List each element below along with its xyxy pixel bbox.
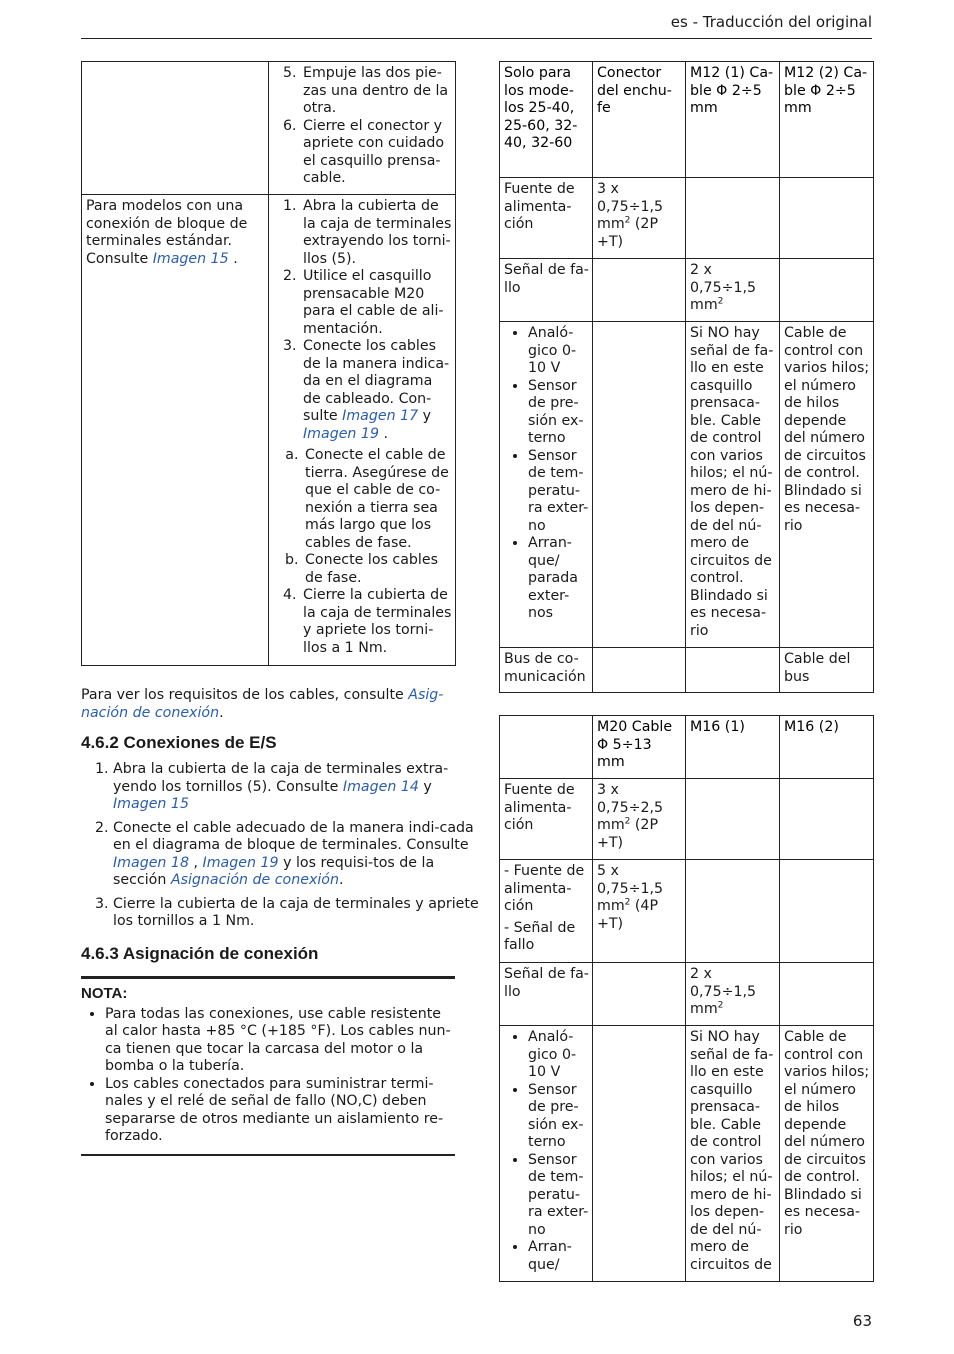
step-text: . — [338, 872, 344, 888]
table-cell — [593, 1026, 686, 1282]
list-item: • Arran-que/ parada exter-nos — [528, 535, 589, 623]
table-cell — [686, 648, 780, 693]
list-item: • Arran-que/ — [528, 1239, 589, 1274]
table-cell — [780, 963, 874, 1026]
list-item: 5. Empuje las dos pie-zas una dentro de la otra. — [301, 65, 452, 118]
table-row — [82, 195, 456, 666]
note-title: NOTA: — [81, 985, 128, 1002]
table-row — [500, 322, 874, 648]
row-label: - Señal de fallo — [504, 919, 576, 953]
list-item: • Sensor de pre-sión ex-terno — [528, 378, 589, 448]
table-cell: Cable de control con varios hilos; el número de hilos depende del número de circuitos de control. Blindado si es necesa-rio — [780, 1026, 874, 1282]
list-item: • Para todas las conexiones, use cable resistente al calor hasta +85 °C (+185 °F). Los cables nun-ca tienen que tocar la carcasa del motor o la bomba o la tubería. — [105, 1006, 455, 1076]
table-cell — [686, 178, 780, 259]
step-text: y — [423, 778, 432, 795]
table-cell — [780, 779, 874, 860]
table-header-row — [500, 716, 874, 779]
list-item — [113, 761, 485, 814]
list-item — [113, 820, 485, 890]
list-item: b. Conecte los cables de fase. — [303, 552, 452, 587]
list-item: • Sensor de tem-peratu-ra exter-no — [528, 1152, 589, 1240]
io-steps-list — [81, 761, 485, 937]
cable-requirements-paragraph — [81, 687, 455, 722]
table-cell: Si NO hay señal de fa-llo en este casquillo prensaca-ble. Cable de control con varios hilos; el nú-mero de hi-los depen-de del nú-mero de circuitos de — [686, 1026, 780, 1282]
step-text: Conecte el cable adecuado de la manera indi-cada en el diagrama de bloque de terminales. Consulte — [113, 819, 474, 853]
list-item: 1. Abra la cubierta de la caja de terminales extrayendo los torni-llos (5). — [301, 198, 452, 268]
table-cell — [780, 178, 874, 259]
table-cell — [593, 860, 686, 963]
table-cell — [686, 963, 780, 1026]
table-cell — [82, 62, 269, 195]
superscript: 2 — [717, 1000, 724, 1011]
table-cell — [500, 322, 593, 648]
cell-text: 3 x 0,75÷2,5 mm — [597, 782, 664, 833]
table-cell: Cable de control con varios hilos; el número de hilos depende del número de circuitos de control. Blindado si es necesa-rio — [780, 322, 874, 648]
list-item: 6. Cierre el conector y apriete con cuidado el casquillo prensa-cable. — [301, 118, 452, 188]
row-label: Señal de fa-llo — [500, 963, 593, 1026]
header-rule — [81, 38, 872, 39]
table-cell — [593, 178, 686, 259]
table-cell — [780, 860, 874, 963]
figure-link[interactable]: Imagen 19 — [202, 854, 279, 871]
step-text: , — [193, 854, 199, 871]
cell-text: (2P +T) — [597, 817, 659, 851]
table-cell — [82, 195, 269, 666]
figure-link[interactable]: Imagen 17 — [342, 408, 419, 424]
column-header: M12 (1) Ca-ble Φ 2÷5 mm — [686, 62, 780, 178]
cell-text: 2 x 0,75÷1,5 mm — [690, 966, 757, 1017]
row-label: Bus de co-municación — [500, 648, 593, 693]
column-header: M20 Cable Φ 5÷13 mm — [593, 716, 686, 779]
cell-text: . — [383, 425, 389, 442]
list-item: 2. Utilice el casquillo prensacable M20 para el cable de ali-mentación. — [301, 268, 452, 338]
table-cell — [780, 259, 874, 322]
step-text: Abra la cubierta de la caja de terminales extra-yendo los tornillos (5). Consulte — [113, 761, 449, 795]
figure-link[interactable]: Imagen 15 — [152, 250, 229, 267]
section-heading-462: 4.6.2 Conexiones de E/S — [81, 733, 277, 752]
table-row — [500, 860, 874, 963]
table-cell — [593, 963, 686, 1026]
column-header: Conector del enchu-fe — [593, 62, 686, 178]
table-header-row — [500, 62, 874, 178]
list-item: • Sensor de tem-peratu-ra exter-no — [528, 448, 589, 536]
section-link[interactable]: Asignación de conexión — [170, 872, 339, 888]
superscript: 2 — [717, 296, 724, 307]
table-cell — [269, 62, 456, 195]
superscript: 2 — [624, 816, 631, 827]
row-label: Fuente de alimenta-ción — [500, 178, 593, 259]
table-cell — [593, 779, 686, 860]
cell-text: 3 x 0,75÷1,5 mm — [597, 181, 664, 232]
table-cell — [686, 259, 780, 322]
table-cell: Cable del bus — [780, 648, 874, 693]
list-item: 3. Cierre la cubierta de la caja de terminales y apriete los tornillos a 1 Nm. — [113, 896, 485, 931]
list-item — [301, 338, 452, 587]
table-row — [500, 178, 874, 259]
note-box — [81, 976, 455, 1156]
superscript: 2 — [624, 215, 631, 226]
connector-table-2 — [499, 715, 874, 1282]
cell-text: (4P +T) — [597, 898, 659, 932]
table-row — [500, 963, 874, 1026]
table-row — [500, 259, 874, 322]
table-row — [82, 62, 456, 195]
table-cell — [593, 259, 686, 322]
table-cell — [593, 648, 686, 693]
column-header: M16 (1) — [686, 716, 780, 779]
list-item: • Los cables conectados para suministrar termi-nales y el relé de señal de fallo (NO,C) deben separarse de otros mediante un aislamiento re-forzado. — [105, 1076, 455, 1146]
table-row — [500, 779, 874, 860]
row-label: - Fuente de alimenta-ción — [504, 863, 585, 914]
column-header: Solo para los mode-los 25-40, 25-60, 32-40, 32-60 — [500, 62, 593, 178]
row-label: Señal de fa-llo — [500, 259, 593, 322]
running-header: es - Traducción del original — [670, 13, 872, 31]
table-row — [500, 1026, 874, 1282]
list-item: • Analó-gico 0-10 V — [528, 1029, 589, 1082]
cell-text: Para modelos con una conexión de bloque de terminales estándar. Consulte — [86, 198, 248, 267]
figure-link[interactable]: Imagen 15 — [113, 796, 189, 812]
table-cell — [686, 860, 780, 963]
list-item: • Sensor de pre-sión ex-terno — [528, 1082, 589, 1152]
connector-table-1 — [499, 61, 874, 693]
cell-text: (2P +T) — [597, 216, 659, 250]
figure-link[interactable]: Imagen 18 — [113, 854, 189, 871]
superscript: 2 — [624, 897, 631, 908]
table-row — [500, 648, 874, 693]
column-header — [500, 716, 593, 779]
cell-text: . — [233, 250, 238, 267]
page-number: 63 — [852, 1312, 872, 1330]
cell-text: y — [422, 408, 432, 424]
section-link[interactable]: Asig-nación de conexión — [81, 687, 444, 721]
procedure-table — [81, 61, 456, 666]
table-cell — [500, 860, 593, 963]
row-label: Fuente de alimenta-ción — [500, 779, 593, 860]
paragraph-text: Para ver los requisitos de los cables, consulte — [81, 687, 404, 703]
cell-text: Conecte los cables de la manera indica-da en el diagrama de cableado. Con-sulte — [303, 338, 450, 424]
table-cell: Si NO hay señal de fa-llo en este casquillo prensaca-ble. Cable de control con varios hilos; el nú-mero de hi-los depen-de del nú-mero de circuitos de control. Blindado si es necesa-rio — [686, 322, 780, 648]
section-heading-463: 4.6.3 Asignación de conexión — [81, 944, 319, 963]
cell-text: 2 x 0,75÷1,5 mm — [690, 262, 757, 313]
figure-link[interactable]: Imagen 14 — [342, 778, 419, 795]
column-header: M12 (2) Ca-ble Φ 2÷5 mm — [780, 62, 874, 178]
table-cell — [686, 779, 780, 860]
list-item: • Analó-gico 0-10 V — [528, 325, 589, 378]
table-cell — [500, 1026, 593, 1282]
figure-link[interactable]: Imagen 19 — [303, 425, 379, 442]
table-cell — [269, 195, 456, 666]
cell-text: 5 x 0,75÷1,5 mm — [597, 863, 664, 914]
step-text: y los requisi-tos de la sección — [113, 854, 435, 888]
list-item: 4. Cierre la cubierta de la caja de terminales y apriete los torni-llos a 1 Nm. — [301, 587, 452, 657]
list-item: a. Conecte el cable de tierra. Asegúrese de que el cable de co-nexión a tierra sea más largo que los cables de fase. — [303, 447, 452, 552]
column-header: M16 (2) — [780, 716, 874, 779]
paragraph-text: . — [219, 704, 224, 721]
table-cell — [593, 322, 686, 648]
